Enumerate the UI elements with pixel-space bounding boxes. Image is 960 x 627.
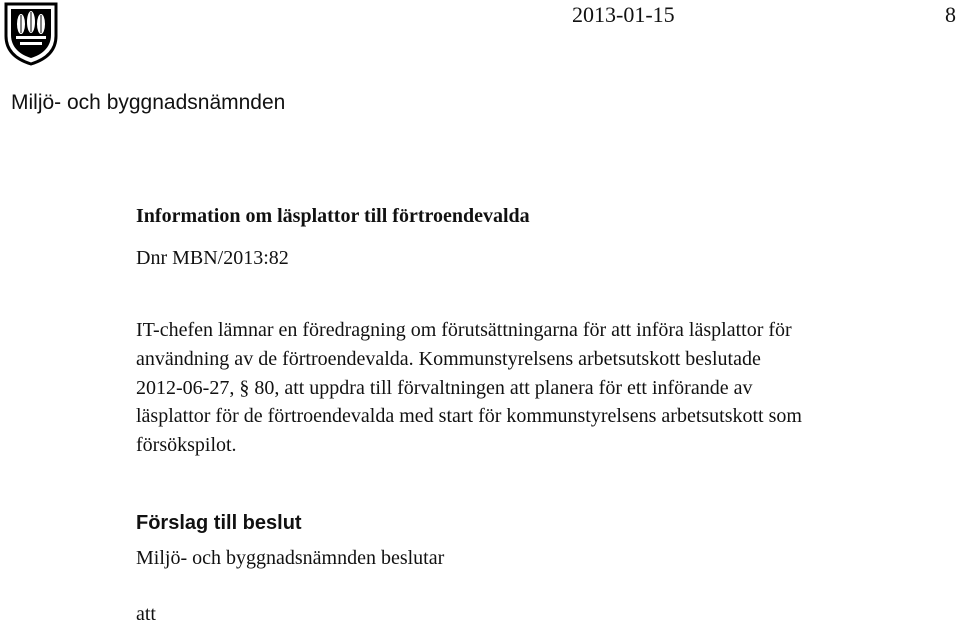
body-line: användning av de förtroendevalda. Kommunstyrelsens arbetsutskott beslutade <box>136 347 761 370</box>
decision-continuation: att <box>136 603 156 625</box>
body-line: IT-chefen lämnar en föredragning om förutsättningarna för att införa läsplattor för <box>136 319 792 341</box>
committee-name: Miljö- och byggnadsnämnden <box>11 91 286 114</box>
item-title: Information om läsplattor till förtroendevalda <box>136 205 530 227</box>
item-body <box>136 316 956 460</box>
page-number: 8 <box>945 2 956 27</box>
registration-number: Dnr MBN/2013:82 <box>136 247 289 269</box>
document-date: 2013-01-15 <box>572 2 675 27</box>
body-line: 2012-06-27, § 80, att uppdra till förvaltningen att planera för ett införande av <box>136 376 753 399</box>
body-line: läsplattor för de förtroendevalda med start för kommunstyrelsens arbetsutskott som <box>136 405 802 428</box>
body-line: försökspilot. <box>136 434 237 457</box>
decision-intro: Miljö- och byggnadsnämnden beslutar <box>136 547 445 569</box>
proposal-heading: Förslag till beslut <box>136 512 302 534</box>
coat-of-arms-icon <box>2 0 60 66</box>
